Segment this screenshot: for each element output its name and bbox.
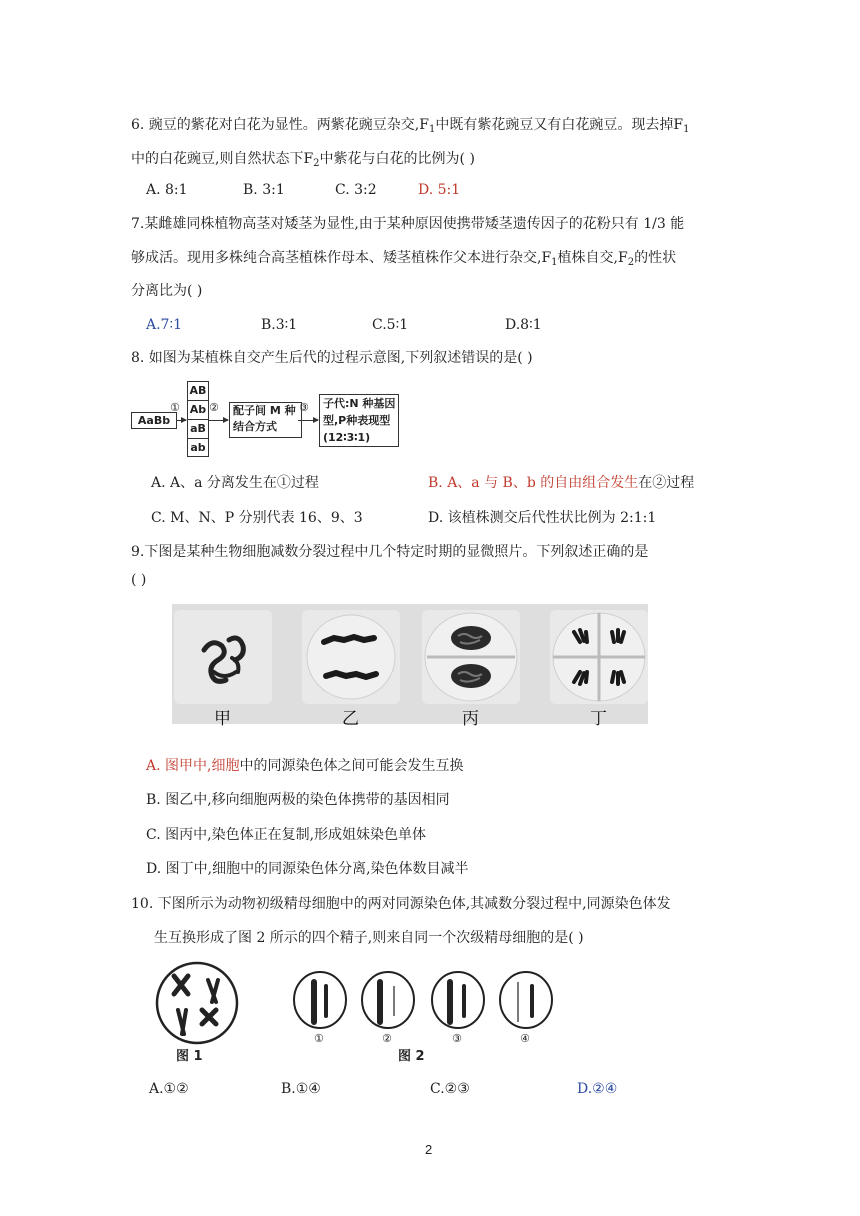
q10-line1: 10. 下图所示为动物初级精母细胞中的两对同源染色体,其减数分裂过程中,同源染色体发	[131, 896, 671, 912]
label-yi: 乙	[342, 709, 359, 729]
gamete-ab-lower: ab	[190, 441, 206, 454]
q6-option-b: B. 3:1	[243, 182, 285, 198]
offspring-line3: (12∶3∶1)	[323, 431, 371, 444]
q10-option-a: A.①②	[149, 1081, 189, 1097]
sperm-label-1: ①	[314, 1032, 324, 1045]
q8-option-c: C. M、N、P 分别代表 16、9、3	[151, 510, 363, 526]
arrow-3	[298, 420, 318, 421]
step-2-label: ②	[209, 401, 219, 414]
q8-stem: 8. 如图为某植株自交产生后代的过程示意图,下列叙述错误的是( )	[131, 350, 533, 366]
q9-option-d: D. 图丁中,细胞中的同源染色体分离,染色体数目减半	[146, 861, 469, 877]
gametes-box	[187, 381, 209, 457]
figure-1-label: 图 1	[176, 1049, 203, 1064]
combination-box	[229, 402, 302, 438]
parent-genotype-box: AaBb	[131, 412, 177, 429]
figure-2	[292, 968, 562, 1068]
q8-option-d: D. 该植株测交后代性状比例为 2:1:1	[428, 510, 657, 526]
q10-option-d: D.②④	[577, 1081, 618, 1097]
sperm-label-4: ④	[520, 1032, 530, 1045]
sperm-label-3: ③	[452, 1032, 462, 1045]
q10-line2: 生互换形成了图 2 所示的四个精子,则来自同一个次级精母细胞的是( )	[154, 930, 584, 946]
combination-line2: 结合方式	[233, 420, 277, 433]
sperm-cells-icon	[292, 968, 562, 1038]
offspring-line2: 型,P种表现型	[323, 414, 391, 427]
micrograph-yi	[302, 610, 400, 704]
label-jia: 甲	[214, 709, 231, 729]
q9-option-a: A. 图甲中,细胞中的同源染色体之间可能会发生互换	[146, 758, 464, 774]
combination-line1: 配子间 M 种	[233, 404, 296, 417]
q7-line1: 7.某雌雄同株植物高茎对矮茎为显性,由于某种原因使携带矮茎遗传因子的花粉只有 1/3 能	[131, 216, 685, 232]
q7-option-d: D.8∶1	[505, 317, 542, 333]
micrograph-strip	[172, 604, 648, 729]
page-number: 2	[425, 1142, 433, 1157]
arrow-1	[176, 420, 186, 421]
q6-line2: 中的白花豌豆,则自然状态下$F_2$中紫花与白花的比例为( )	[131, 151, 475, 169]
q7-option-a: A.7∶1	[146, 317, 183, 333]
micrograph-jia	[174, 610, 272, 704]
q6-option-c: C. 3:2	[335, 182, 377, 198]
q7-option-c: C.5∶1	[372, 317, 409, 333]
q10-option-c: C.②③	[430, 1081, 470, 1097]
chromosome-cell-icon	[152, 958, 242, 1048]
q7-line3: 分离比为( )	[131, 283, 203, 299]
offspring-line1: 子代:N 种基因	[323, 397, 396, 410]
gamete-ab-upper: AB	[188, 382, 208, 401]
micrograph-ding	[550, 610, 648, 704]
q7-option-b: B.3∶1	[261, 317, 298, 333]
figure-1	[152, 958, 242, 1068]
offspring-box	[319, 394, 399, 447]
figure-2-label: 图 2	[398, 1049, 425, 1064]
q6-option-a: A. 8:1	[146, 182, 188, 198]
label-ding: 丁	[590, 709, 607, 729]
q9-option-b: B. 图乙中,移向细胞两极的染色体携带的基因相同	[146, 792, 450, 808]
q9-line2: ( )	[131, 572, 147, 588]
q6-line1: 6. 豌豆的紫花对白花为显性。两紫花豌豆杂交$,F_1$中既有紫花豌豆又有白花豌豆。现去掉$F_1$	[131, 117, 690, 135]
q10-option-b: B.①④	[281, 1081, 321, 1097]
step-1-label: ①	[170, 401, 180, 414]
q7-line2: 够成活。现用多株纯合高茎植株作母本、矮茎植株作父本进行杂交$,F_1$植株自交$,F_2$的性状	[131, 250, 677, 268]
micrograph-bing	[422, 610, 520, 704]
q8-option-b: B. A、a 与 B、b 的自由组合发生在②过程	[428, 475, 695, 491]
sperm-label-2: ②	[382, 1032, 392, 1045]
arrow-2	[208, 420, 228, 421]
gamete-ab-mixed2: aB	[188, 420, 208, 439]
step-3-label: ③	[299, 401, 309, 414]
q8-option-a: A. A、a 分离发生在①过程	[151, 475, 319, 491]
label-bing: 丙	[462, 709, 479, 729]
q9-line1: 9.下图是某种生物细胞减数分裂过程中几个特定时期的显微照片。下列叙述正确的是	[131, 544, 649, 560]
q9-option-c: C. 图丙中,染色体正在复制,形成姐妹染色单体	[146, 827, 427, 843]
q6-option-d: D. 5:1	[418, 182, 461, 198]
gamete-ab-mixed: Ab	[188, 401, 208, 420]
